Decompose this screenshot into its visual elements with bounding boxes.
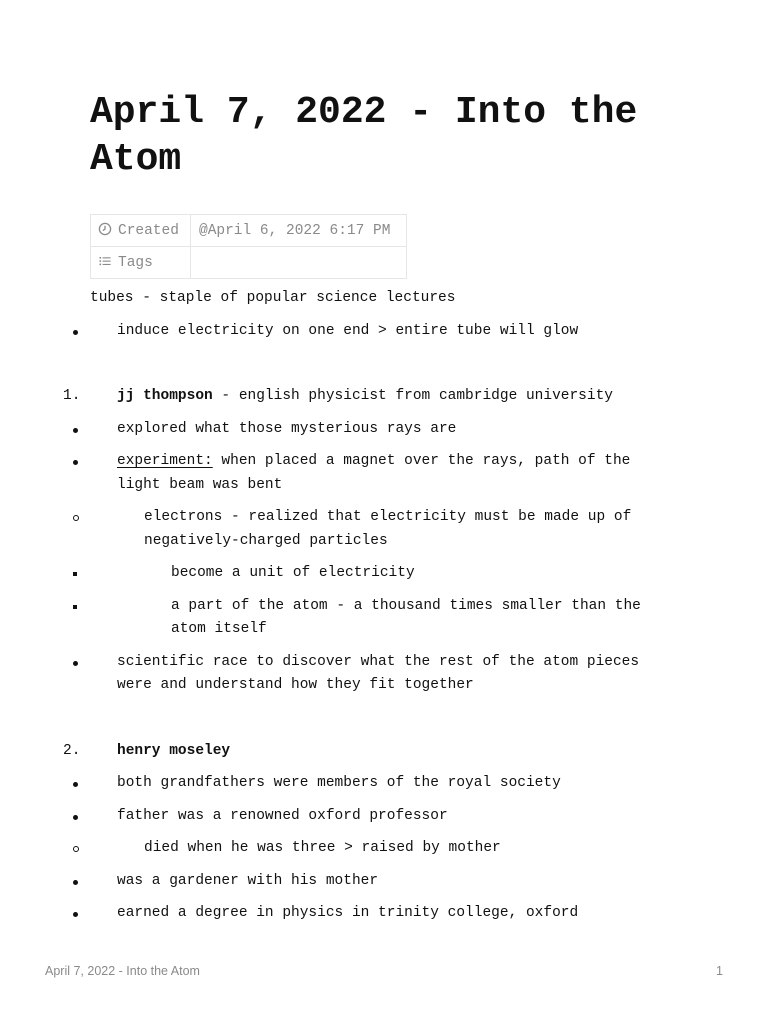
list-item-nested [90, 562, 680, 586]
section-1-list [90, 418, 680, 698]
experiment-label: experiment: [117, 453, 213, 469]
list-item-text: a part of the atom - a thousand times smaller than the atom itself [171, 597, 641, 637]
property-label: Created [118, 223, 179, 239]
bullet-marker [73, 912, 78, 917]
section-heading-1 [63, 385, 680, 409]
list-item-nested [90, 506, 680, 553]
section-2-list [90, 772, 680, 926]
intro-list [90, 320, 680, 344]
property-label-cell [91, 247, 191, 279]
numbered-list [63, 740, 680, 764]
footer-title: April 7, 2022 - Into the Atom [45, 964, 200, 978]
list-item-text: earned a degree in physics in trinity college, oxford [117, 905, 579, 921]
property-row-tags [91, 247, 407, 279]
bullet-marker [73, 428, 78, 433]
intro-paragraph: tubes - staple of popular science lectures [90, 290, 456, 306]
page-content [63, 287, 680, 926]
bullet-marker [73, 572, 77, 576]
property-value-created[interactable]: @April 6, 2022 6:17 PM [191, 215, 407, 247]
bullet-marker [73, 515, 79, 521]
list-item-text: died when he was three > raised by mother [144, 840, 501, 856]
list-item-text: both grandfathers were members of the royal society [117, 775, 561, 791]
section-heading-bold: henry moseley [117, 742, 231, 759]
section-heading-2 [63, 740, 680, 764]
property-value-tags[interactable] [191, 247, 407, 279]
bullet-marker [73, 330, 78, 335]
list-item-text: electrons - realized that electricity must be made up of negatively-charged particles [144, 509, 632, 549]
list-item [90, 805, 680, 829]
clock-icon [98, 222, 112, 236]
property-label-cell [91, 215, 191, 247]
list-item [90, 418, 680, 442]
page-title: April 7, 2022 - Into the Atom [90, 91, 638, 181]
bullet-marker [73, 815, 78, 820]
list-item-text: father was a renowned oxford professor [117, 807, 448, 824]
list-item-nested [90, 837, 680, 861]
section-number: 2. [63, 742, 81, 759]
properties-table [90, 214, 407, 279]
list-item [90, 320, 680, 344]
list-icon [98, 254, 112, 268]
bullet-marker [73, 782, 78, 787]
list-item [90, 651, 680, 698]
footer-page-number: 1 [716, 964, 723, 978]
list-item-text: induce electricity on one end > entire tube will glow [117, 322, 579, 339]
property-label: Tags [118, 255, 153, 271]
bullet-marker [73, 460, 78, 465]
section-number: 1. [63, 388, 81, 404]
section-heading-rest: - english physicist from cambridge university [212, 388, 613, 404]
numbered-list [63, 385, 680, 409]
bullet-marker [73, 661, 78, 666]
bullet-marker [73, 846, 79, 852]
property-row-created [91, 215, 407, 247]
bullet-marker [73, 605, 77, 609]
list-item-text: when placed a magnet over the rays, path of the light beam was bent [117, 453, 631, 493]
list-item [90, 870, 680, 894]
list-item-text: was a gardener with his mother [117, 872, 379, 889]
list-item [90, 772, 680, 796]
list-item-text: scientific race to discover what the rest of the atom pieces were and understand how they fit together [117, 653, 640, 693]
bullet-marker [73, 880, 78, 885]
section-heading-bold: jj thompson [117, 388, 213, 404]
list-item-nested [90, 595, 680, 642]
list-item [90, 450, 680, 497]
list-item-text: explored what those mysterious rays are [117, 420, 457, 437]
list-item-text: become a unit of electricity [171, 565, 415, 581]
list-item [90, 902, 680, 926]
